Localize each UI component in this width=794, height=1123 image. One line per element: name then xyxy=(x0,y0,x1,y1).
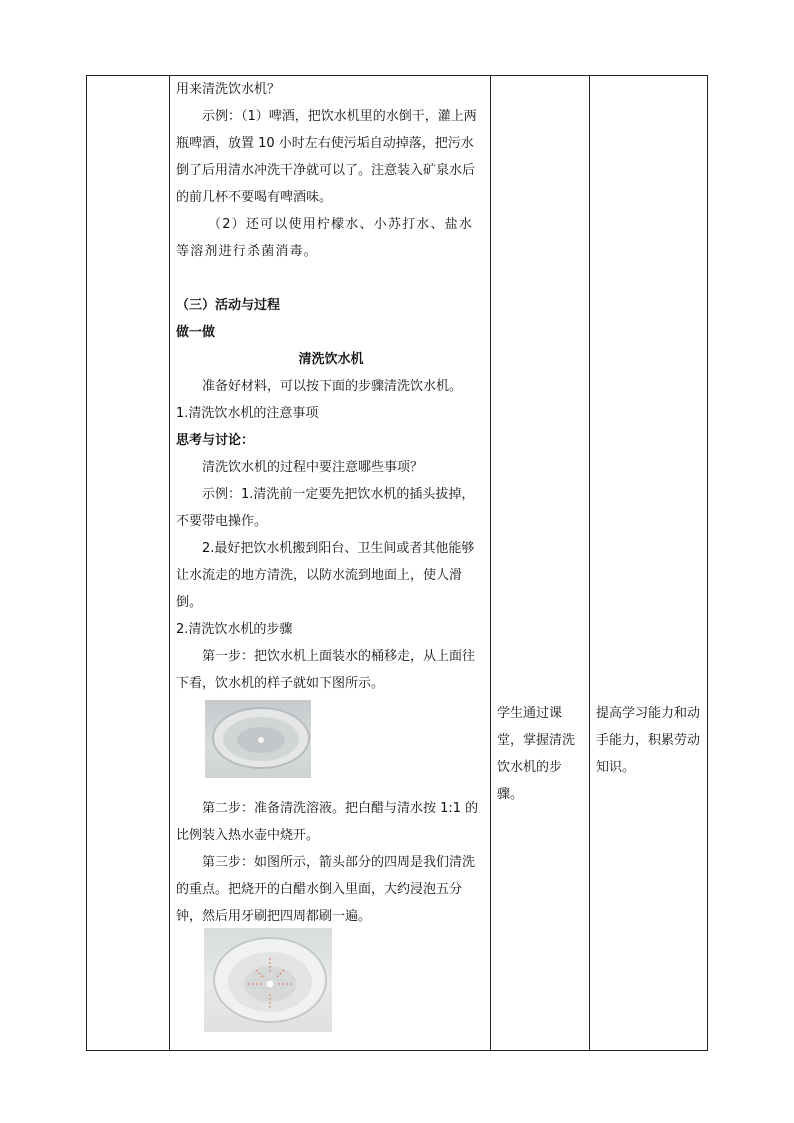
water-dispenser-photo xyxy=(205,700,311,778)
content-cell xyxy=(170,76,490,1050)
step-text: 第一步：把饮水机上面装水的桶移走，从上面往下看，饮水机的样子就如下图所示。 xyxy=(176,649,476,691)
lesson-table xyxy=(86,75,708,1051)
example-text: 示例：（1）啤酒，把饮水机里的水倒干，灌上两瓶啤酒，放置 10 小时左右使污垢自动掉落，把污水倒了后用清水冲洗干净就可以了。注意装入矿泉水后的前几杯不要喝有啤酒味。 xyxy=(176,109,477,205)
water-dispenser-photo xyxy=(204,928,332,1032)
step-text: 第二步：准备清洗溶液。把白醋与清水按 1:1 的比例装入热水壶中烧开。 xyxy=(176,801,479,843)
activity-title: 清洗饮水机 xyxy=(298,352,364,367)
intro-text: 准备好材料，可以按下面的步骤清洗饮水机。 xyxy=(202,379,463,394)
section-heading: （三）活动与过程 xyxy=(176,298,281,313)
design-intent-text: 提高学习能力和动手能力，积累劳动知识。 xyxy=(596,706,701,775)
subheading: 2.清洗饮水机的步骤 xyxy=(176,622,293,637)
student-activity-text: 学生通过课堂，掌握清洗饮水机的步骤。 xyxy=(497,706,576,802)
answer-text: 2.最好把饮水机搬到阳台、卫生间或者其他能够让水流走的地方清洗，以防水流到地面上，使人滑倒。 xyxy=(176,541,475,610)
student-activity-cell xyxy=(491,76,589,1050)
question-text: 清洗饮水机的过程中要注意哪些事项？ xyxy=(202,460,424,475)
activity-heading: 做一做 xyxy=(176,325,216,340)
answer-text: 示例：1.清洗前一定要先把饮水机的插头拔掉，不要带电操作。 xyxy=(176,487,475,529)
subheading: 1.清洗饮水机的注意事项 xyxy=(176,406,319,421)
question-line: 用来清洗饮水机？ xyxy=(176,82,281,97)
design-intent-cell xyxy=(590,76,708,1050)
example-text: （2）还可以使用柠檬水、小苏打水、盐水等溶剂进行杀菌消毒。 xyxy=(176,217,474,259)
step-text: 第三步：如图所示，箭头部分的四周是我们清洗的重点。把烧开的白醋水倒入里面，大约浸泡五分钟，然后用牙刷把四周都刷一遍。 xyxy=(176,855,476,924)
discussion-heading: 思考与讨论： xyxy=(176,433,255,448)
